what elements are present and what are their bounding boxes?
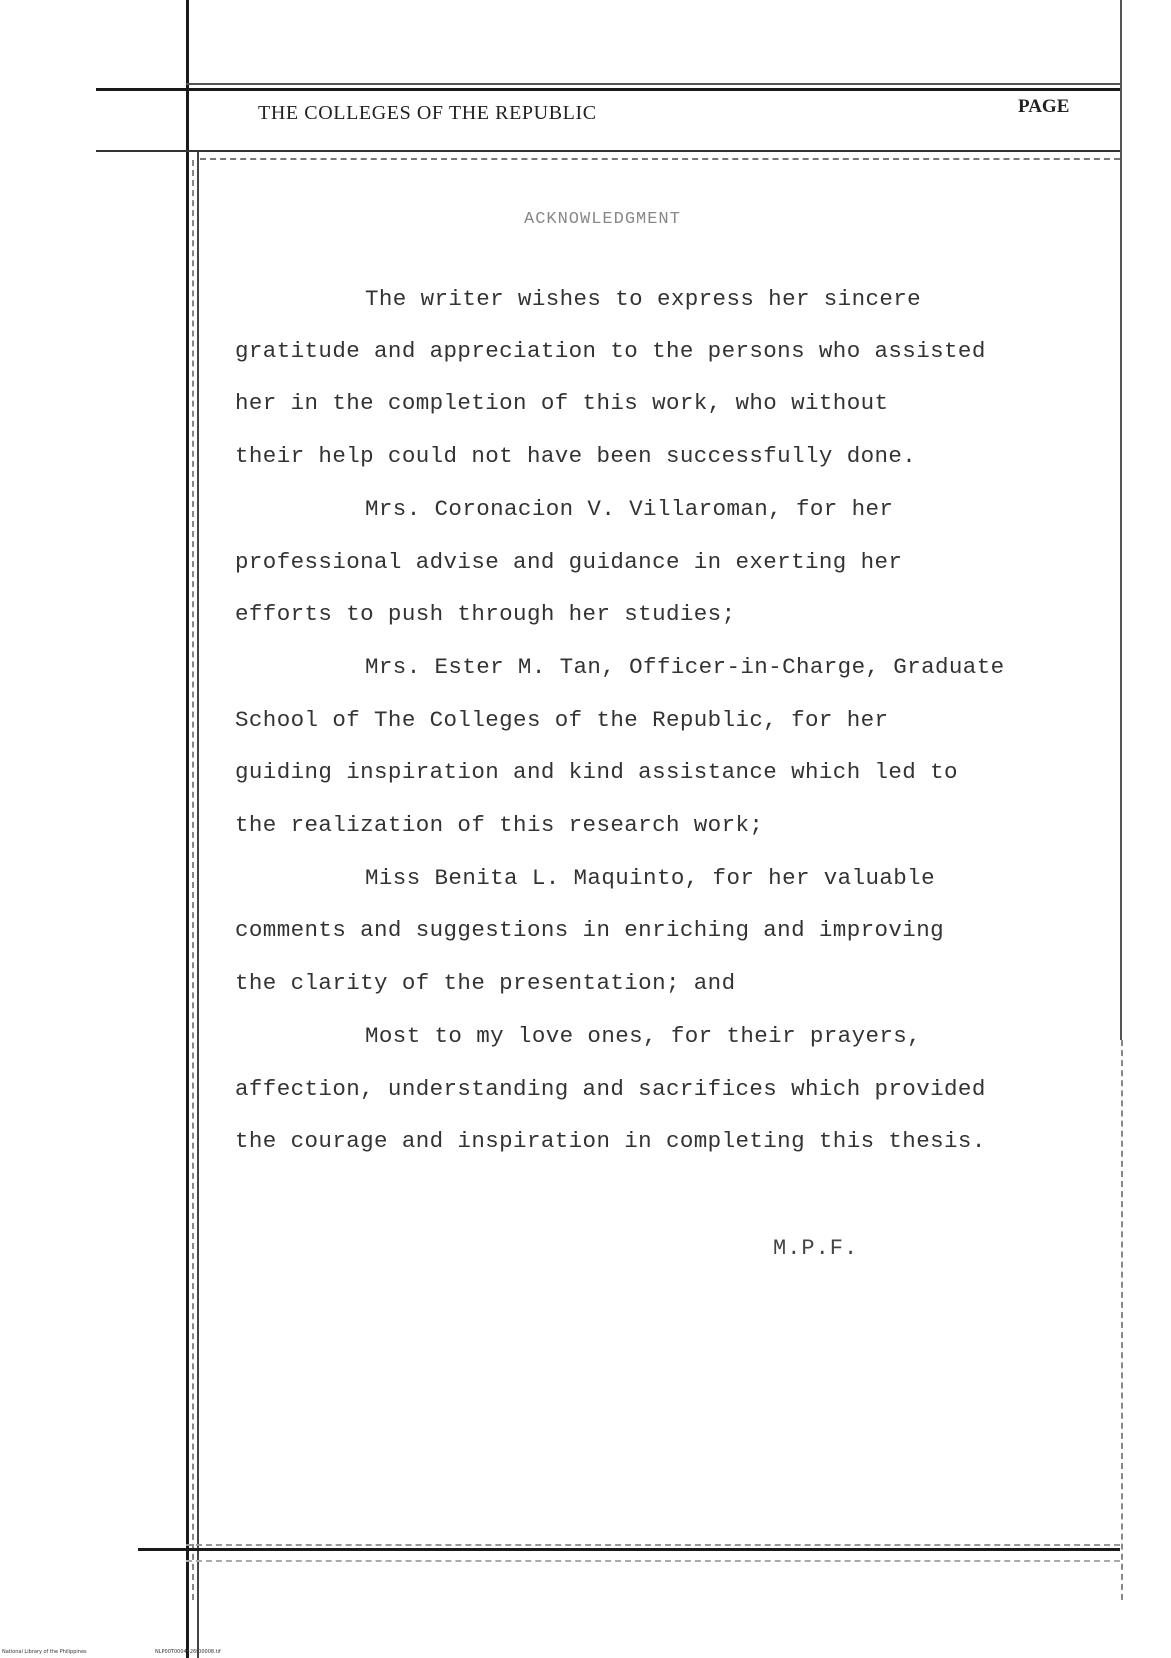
left-margin-line bbox=[186, 0, 189, 1658]
file-id-footer: NLP00T0004426t00008.tif bbox=[155, 1649, 221, 1655]
text-line: efforts to push through her studies; bbox=[235, 601, 736, 627]
text-line: professional advise and guidance in exerting her bbox=[235, 549, 903, 575]
footer-dotted-rule-lower bbox=[186, 1560, 1120, 1562]
text-line: the clarity of the presentation; and bbox=[235, 970, 736, 996]
header-rule-left bbox=[186, 83, 1120, 85]
right-margin-dashes bbox=[1121, 1040, 1123, 1600]
header-top-rule bbox=[96, 88, 1120, 91]
text-line: Miss Benita L. Maquinto, for her valuable bbox=[365, 865, 935, 891]
header-dotted-rule bbox=[200, 158, 1120, 160]
footer-dotted-rule bbox=[186, 1544, 1120, 1546]
text-line: her in the completion of this work, who without bbox=[235, 390, 889, 416]
institution-header: THE COLLEGES OF THE REPUBLIC bbox=[258, 102, 597, 124]
text-line: gratitude and appreciation to the persons who assisted bbox=[235, 338, 986, 364]
text-line: affection, understanding and sacrifices which provided bbox=[235, 1076, 986, 1102]
footer-rule bbox=[138, 1548, 1120, 1551]
library-footer: National Library of the Philippines bbox=[2, 1649, 87, 1655]
text-line: Most to my love ones, for their prayers, bbox=[365, 1023, 922, 1049]
text-line: the realization of this research work; bbox=[235, 812, 764, 838]
text-line: guiding inspiration and kind assistance which led to bbox=[235, 759, 958, 785]
left-margin-dashes bbox=[192, 160, 194, 1600]
text-line: The writer wishes to express her sincere bbox=[365, 286, 922, 312]
right-margin-line bbox=[1120, 0, 1122, 1040]
text-line: comments and suggestions in enriching and improving bbox=[235, 917, 945, 943]
text-line: the courage and inspiration in completing this thesis. bbox=[235, 1128, 986, 1154]
signature-initials: M.P.F. bbox=[773, 1236, 859, 1261]
text-line: Mrs. Ester M. Tan, Officer-in-Charge, Graduate bbox=[365, 654, 1005, 680]
left-margin-line-inner bbox=[197, 150, 199, 1658]
text-line: Mrs. Coronacion V. Villaroman, for her bbox=[365, 496, 894, 522]
text-line: School of The Colleges of the Republic, for her bbox=[235, 707, 889, 733]
header-bottom-rule bbox=[96, 150, 1120, 152]
page-title: ACKNOWLEDGMENT bbox=[524, 210, 681, 229]
page-label: PAGE bbox=[1018, 96, 1070, 117]
text-line: their help could not have been successfully done. bbox=[235, 443, 917, 469]
